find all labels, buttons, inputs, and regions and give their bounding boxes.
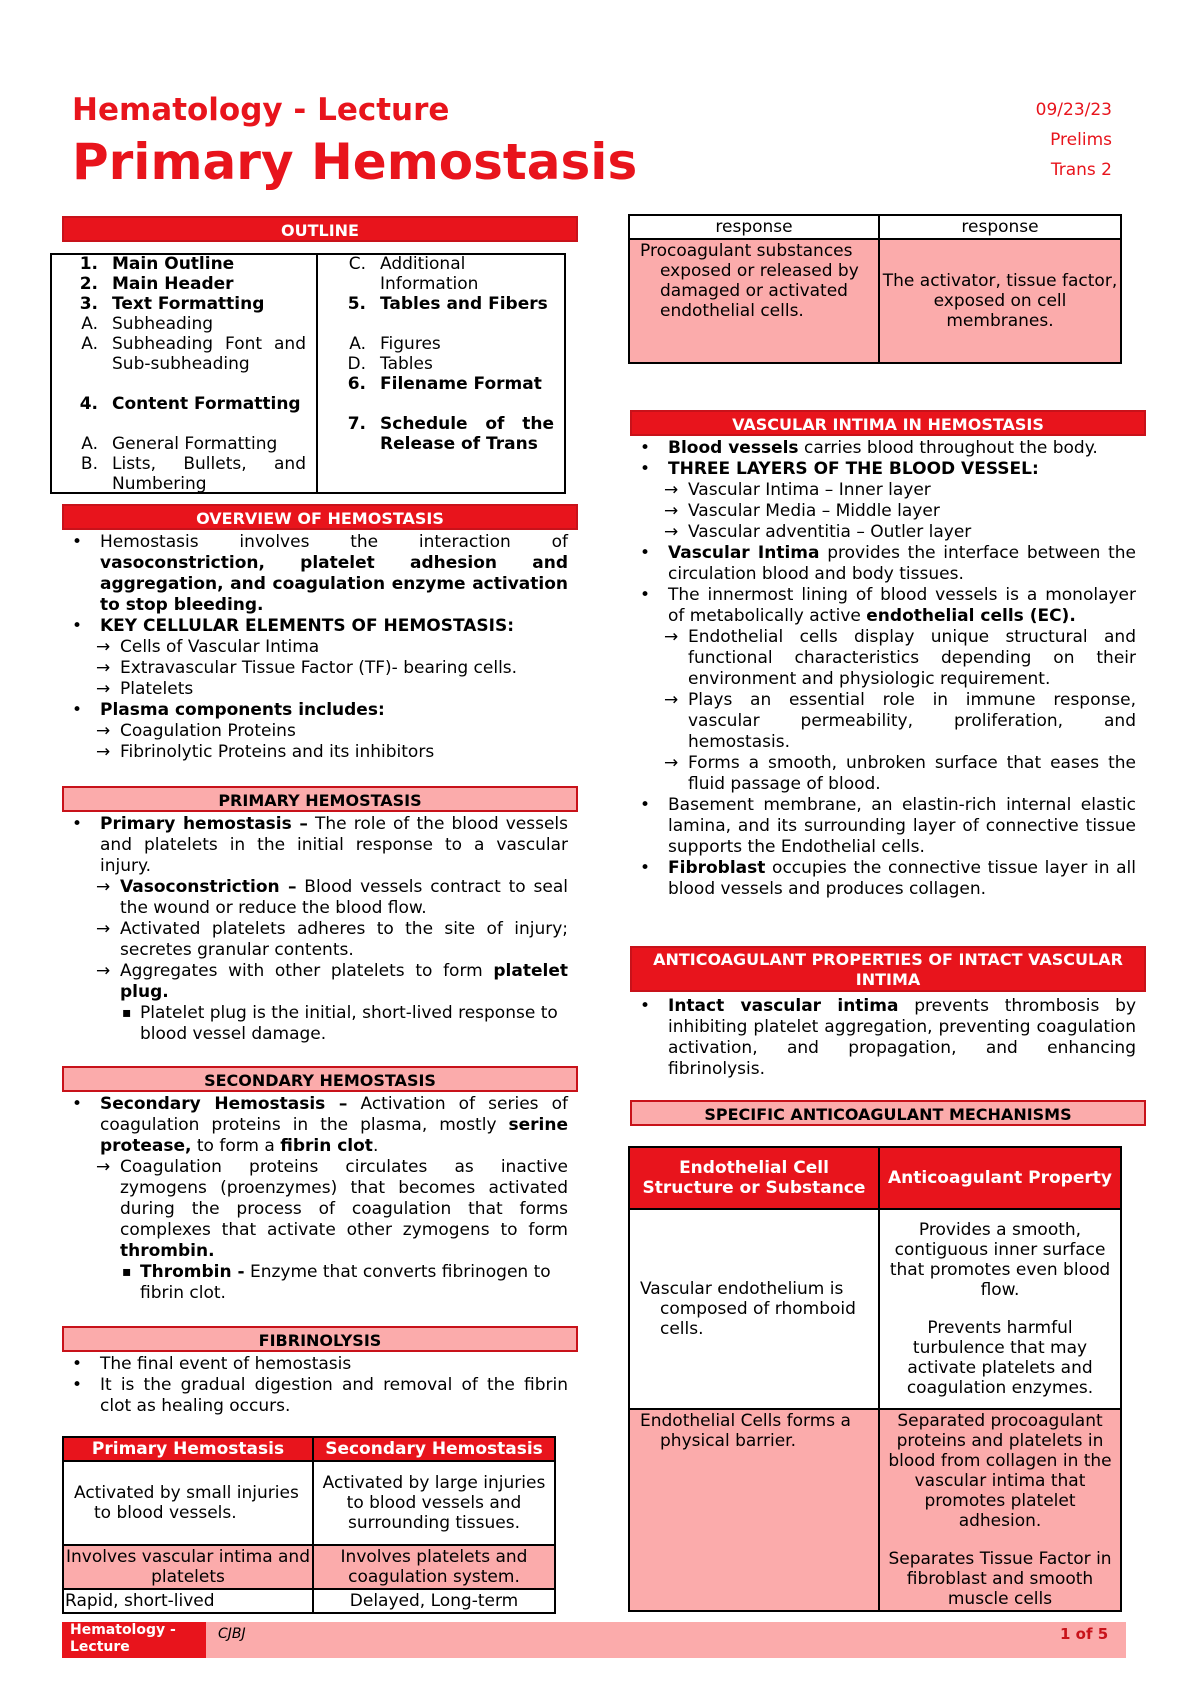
table-header: response (629, 215, 879, 239)
vascular-bullet-6: • Fibroblast occupies the connective tissue layer in all blood vessels and produces collagen. (630, 858, 1136, 900)
primary-bullet-1: • Primary hemostasis – The role of the blood vessels and platelets in the initial response to a vascular injury. (62, 814, 568, 877)
table-cell: Involves platelets and coagulation system. (313, 1545, 555, 1589)
outline-heading: OUTLINE (62, 216, 578, 242)
vascular-arrow-item: → Vascular Intima – Inner layer (630, 480, 1136, 501)
outline-number: 6. (347, 374, 366, 394)
fibrinolysis-heading: FIBRINOLYSIS (62, 1326, 578, 1352)
outline-number: B. (80, 454, 98, 474)
footer-author: CJBJ (218, 1626, 246, 1642)
mechanisms-table (628, 1146, 1122, 1612)
outline-number: 1. (79, 254, 98, 274)
outline-text: Additional Information (380, 254, 479, 294)
table-cell: Vascular endothelium is composed of rhomboid cells. (629, 1209, 879, 1409)
outline-number: 4. (79, 394, 98, 414)
overview-bullet-3: • Plasma components includes: (62, 700, 568, 721)
table-cell (879, 1409, 1121, 1611)
footer-course: Hematology - Lecture (62, 1622, 206, 1658)
property-text: Separated procoagulant proteins and platelets in blood from collagen in the vascular intima that promotes platelet adhesion. (888, 1411, 1112, 1531)
outline-number: A. (81, 334, 98, 354)
footer-page-number: 1 of 5 (1060, 1625, 1109, 1643)
vascular-bullet-2: • THREE LAYERS OF THE BLOOD VESSEL: (630, 459, 1136, 480)
outline-text: Content Formatting (112, 394, 301, 414)
outline-number: 5. (347, 294, 366, 314)
outline-text: Tables (380, 354, 433, 374)
outline-number: D. (347, 354, 366, 374)
overview-bullet-1: • Hemostasis involves the interaction of vasoconstriction, platelet adhesion and aggregation, and coagulation enzyme activation to stop bleeding. (62, 532, 568, 616)
table-cell: Procoagulant substances exposed or released by damaged or activated endothelial cells. (629, 239, 879, 363)
overview-arrow-item: → Fibrinolytic Proteins and its inhibitors (62, 742, 568, 763)
primary-arrow-1: → Vasoconstriction – Blood vessels contract to seal the wound or reduce the blood flow. (62, 877, 568, 919)
table-cell: Activated by small injuries to blood vessels. (63, 1461, 313, 1545)
vascular-bullet-1: • Blood vessels carries blood throughout the body. (630, 438, 1136, 459)
anticoag-bullet: • Intact vascular intima prevents thrombosis by inhibiting platelet aggregation, preventing coagulation activation, and propagation, and enhancing fibrinolysis. (630, 996, 1136, 1080)
overview-arrow-item: → Platelets (62, 679, 568, 700)
outline-number: A. (81, 314, 98, 334)
secondary-heading: SECONDARY HEMOSTASIS (62, 1066, 578, 1092)
primary-arrow-3: → Aggregates with other platelets to form platelet plug. (62, 961, 568, 1003)
outline-text: Lists, Bullets, and Numbering (112, 454, 306, 494)
outline-text: Subheading (112, 314, 214, 334)
outline-number: C. (348, 254, 366, 274)
overview-arrow-item: → Cells of Vascular Intima (62, 637, 568, 658)
vascular-heading: VASCULAR INTIMA IN HEMOSTASIS (630, 410, 1146, 436)
table-cell (879, 1209, 1121, 1409)
vascular-arrow-item: → Vascular Media – Middle layer (630, 501, 1136, 522)
table-cell: The activator, tissue factor, exposed on cell membranes. (879, 239, 1121, 363)
vascular-bullet-4: • The innermost lining of blood vessels is a monolayer of metabolically active endothelial cells (EC). (630, 585, 1136, 627)
course-title: Hematology - Lecture (72, 92, 450, 128)
outline-text: Main Header (112, 274, 234, 294)
mechanisms-heading: SPECIFIC ANTICOAGULANT MECHANISMS (630, 1100, 1146, 1126)
outline-text: Tables and Fibers (380, 294, 548, 314)
table-cell: Involves vascular intima and platelets (63, 1545, 313, 1589)
fibrinolysis-bullet: • It is the gradual digestion and removal of the fibrin clot as healing occurs. (62, 1375, 568, 1417)
vascular-bullet-5: • Basement membrane, an elastin-rich internal elastic lamina, and its surrounding layer of connective tissue supports the Endothelial cells. (630, 795, 1136, 858)
date-label: 09/23/23 (1035, 100, 1112, 120)
overview-bullet-2: • KEY CELLULAR ELEMENTS OF HEMOSTASIS: (62, 616, 568, 637)
anticoag-section (630, 996, 1136, 1080)
outline-text: Text Formatting (112, 294, 265, 314)
vascular-bullet-3: • Vascular Intima provides the interface between the circulation blood and body tissues. (630, 543, 1136, 585)
table-header: Primary Hemostasis (63, 1437, 313, 1461)
anticoag-heading: ANTICOAGULANT PROPERTIES OF INTACT VASCULAR INTIMA (630, 946, 1146, 992)
outline-text: General Formatting (112, 434, 278, 454)
table-cell: Rapid, short-lived (63, 1589, 313, 1613)
outline-divider (316, 253, 318, 494)
primary-section (62, 814, 568, 1045)
outline-number: 2. (79, 274, 98, 294)
table-cell: Endothelial Cells forms a physical barrier. (629, 1409, 879, 1611)
page-title: Primary Hemostasis (72, 133, 638, 191)
table-header: Endothelial Cell Structure or Substance (629, 1147, 879, 1209)
property-text: Prevents harmful turbulence that may activate platelets and coagulation enzymes. (906, 1318, 1094, 1398)
secondary-section (62, 1094, 568, 1304)
outline-text: Figures (380, 334, 441, 354)
top-response-table (628, 214, 1122, 364)
outline-text: Subheading Font and Sub-subheading (112, 334, 306, 374)
vascular-section (630, 438, 1136, 900)
primary-heading: PRIMARY HEMOSTASIS (62, 786, 578, 812)
table-header: Secondary Hemostasis (313, 1437, 555, 1461)
table-cell: Activated by large injuries to blood vessels and surrounding tissues. (313, 1461, 555, 1545)
secondary-arrow-1: → Coagulation proteins circulates as inactive zymogens (proenzymes) that becomes activated during the process of coagulation that forms complexes that activate other zymogens to form thrombin. (62, 1157, 568, 1262)
outline-number: A. (81, 434, 98, 454)
property-text: Provides a smooth, contiguous inner surface that promotes even blood flow. (889, 1220, 1111, 1300)
outline-number: 7. (347, 414, 366, 434)
vascular-arrow-item: → Vascular adventitia – Outler layer (630, 522, 1136, 543)
secondary-square-item: ▪ Thrombin - Enzyme that converts fibrinogen to fibrin clot. (62, 1262, 568, 1304)
overview-heading: OVERVIEW OF HEMOSTASIS (62, 504, 578, 530)
secondary-bullet-1: • Secondary Hemostasis – Activation of series of coagulation proteins in the plasma, mostly serine protease, to form a fibrin clot. (62, 1094, 568, 1157)
table-cell: Delayed, Long-term (313, 1589, 555, 1613)
vascular-arrow-item: → Endothelial cells display unique structural and functional characteristics depending on their environment and physiologic requirement. (630, 627, 1136, 690)
overview-arrow-item: → Extravascular Tissue Factor (TF)- bearing cells. (62, 658, 568, 679)
outline-text: Filename Format (380, 374, 542, 394)
trans-label: Trans 2 (1050, 160, 1112, 180)
comparison-table (62, 1436, 556, 1614)
vascular-arrow-item: → Plays an essential role in immune response, vascular permeability, proliferation, and hemostasis. (630, 690, 1136, 753)
outline-number: 3. (79, 294, 98, 314)
term-label: Prelims (1050, 130, 1112, 150)
table-header: Anticoagulant Property (879, 1147, 1121, 1209)
vascular-arrow-item: → Forms a smooth, unbroken surface that eases the fluid passage of blood. (630, 753, 1136, 795)
outline-number: A. (349, 334, 366, 354)
outline-text: Main Outline (112, 254, 235, 274)
primary-arrow-2: → Activated platelets adheres to the site of injury; secretes granular contents. (62, 919, 568, 961)
outline-text: Schedule of the Release of Trans (380, 414, 554, 454)
table-header: response (879, 215, 1121, 239)
property-text: Separates Tissue Factor in fibroblast and smooth muscle cells (888, 1549, 1112, 1609)
fibrinolysis-bullet: • The final event of hemostasis (62, 1354, 568, 1375)
fibrinolysis-section (62, 1354, 568, 1417)
overview-arrow-item: → Coagulation Proteins (62, 721, 568, 742)
primary-square-item: ▪ Platelet plug is the initial, short-lived response to blood vessel damage. (62, 1003, 568, 1045)
overview-section (62, 532, 568, 763)
